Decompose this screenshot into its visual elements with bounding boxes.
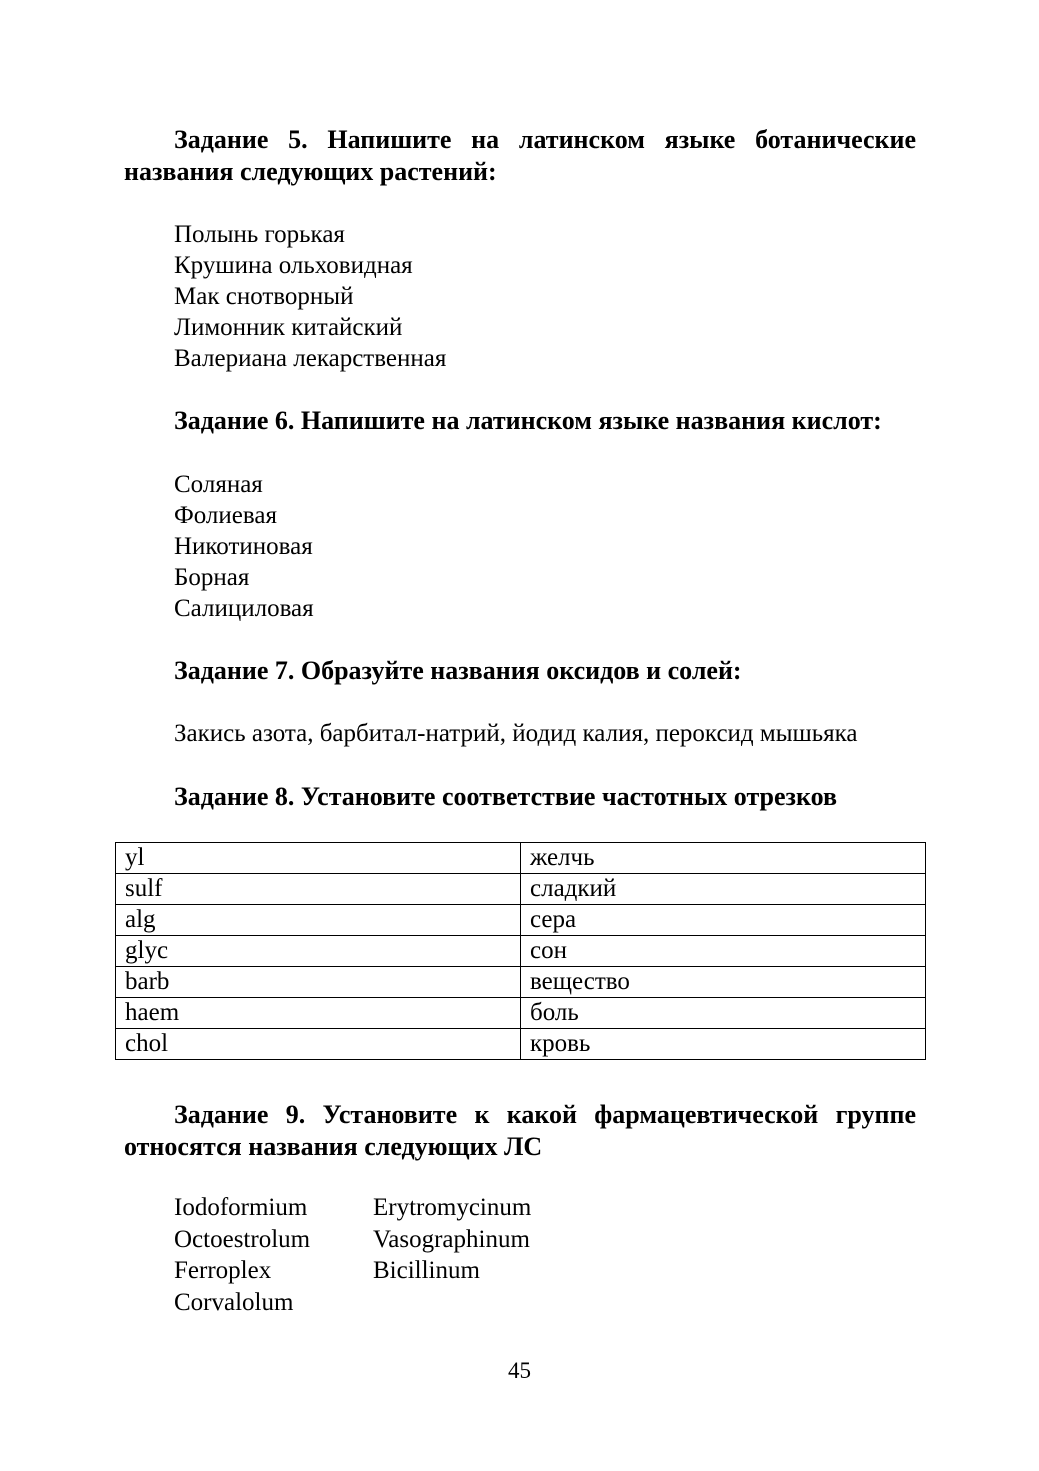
task8-heading: Задание 8. Установите соответствие частотных отрезков [174,782,838,811]
table-cell-russian: кровь [521,1029,926,1060]
table-cell-latin: haem [116,998,521,1029]
list-item: Bicillinum [373,1257,480,1284]
table-cell-russian: боль [521,998,926,1029]
list-item: Соляная [174,471,263,498]
list-item: Мак снотворный [174,283,354,310]
list-item: Ferroplex [174,1257,272,1284]
drug-list-right [373,1192,531,1287]
list-item: Vasographinum [373,1225,530,1253]
task6-list [174,469,314,624]
list-item: Валериана лекарственная [174,345,447,372]
task9-heading: Задание 9. Установите к какой фармацевтической группе относятся названия следующих ЛС [124,1100,916,1161]
table-row [116,998,926,1029]
table-row [116,874,926,905]
table-row [116,967,926,998]
table-cell-latin: glyc [116,936,521,967]
list-item: Никотиновая [174,533,313,560]
table-row [116,843,926,874]
list-item: Octoestrolum [174,1225,311,1253]
list-item: Лимонник китайский [174,314,403,341]
table-row [116,905,926,936]
list-item: Iodoformium [174,1194,308,1221]
table-cell-latin: alg [116,905,521,936]
task7-heading: Задание 7. Образуйте названия оксидов и солей: [174,656,742,685]
list-item: Салициловая [174,595,314,622]
table-row [116,936,926,967]
table-cell-russian: желчь [521,843,926,874]
table-cell-russian: сладкий [521,874,926,905]
list-item: Erytromycinum [373,1194,532,1221]
table-cell-russian: вещество [521,967,926,998]
list-item: Борная [174,564,250,591]
table-row [116,1029,926,1060]
task7-text: Закись азота, барбитал-натрий, йодид калия, пероксид мышьяка [174,720,858,747]
drug-list-left [174,1192,310,1318]
table-cell-latin: barb [116,967,521,998]
matching-table [115,842,926,1060]
list-item: Крушина ольховидная [174,252,413,279]
table-cell-russian: сера [521,905,926,936]
table-cell-latin: yl [116,843,521,874]
table-cell-latin: sulf [116,874,521,905]
list-item: Полынь горькая [174,221,345,248]
task5-heading: Задание 5. Напишите на латинском языке ботанические названия следующих растений: [124,125,916,186]
task5-list [174,219,446,374]
task6-heading: Задание 6. Напишите на латинском языке названия кислот: [174,406,882,435]
table-cell-latin: chol [116,1029,521,1060]
list-item: Corvalolum [174,1288,294,1316]
table-cell-russian: сон [521,936,926,967]
list-item: Фолиевая [174,502,277,529]
page-number: 45 [508,1358,531,1383]
